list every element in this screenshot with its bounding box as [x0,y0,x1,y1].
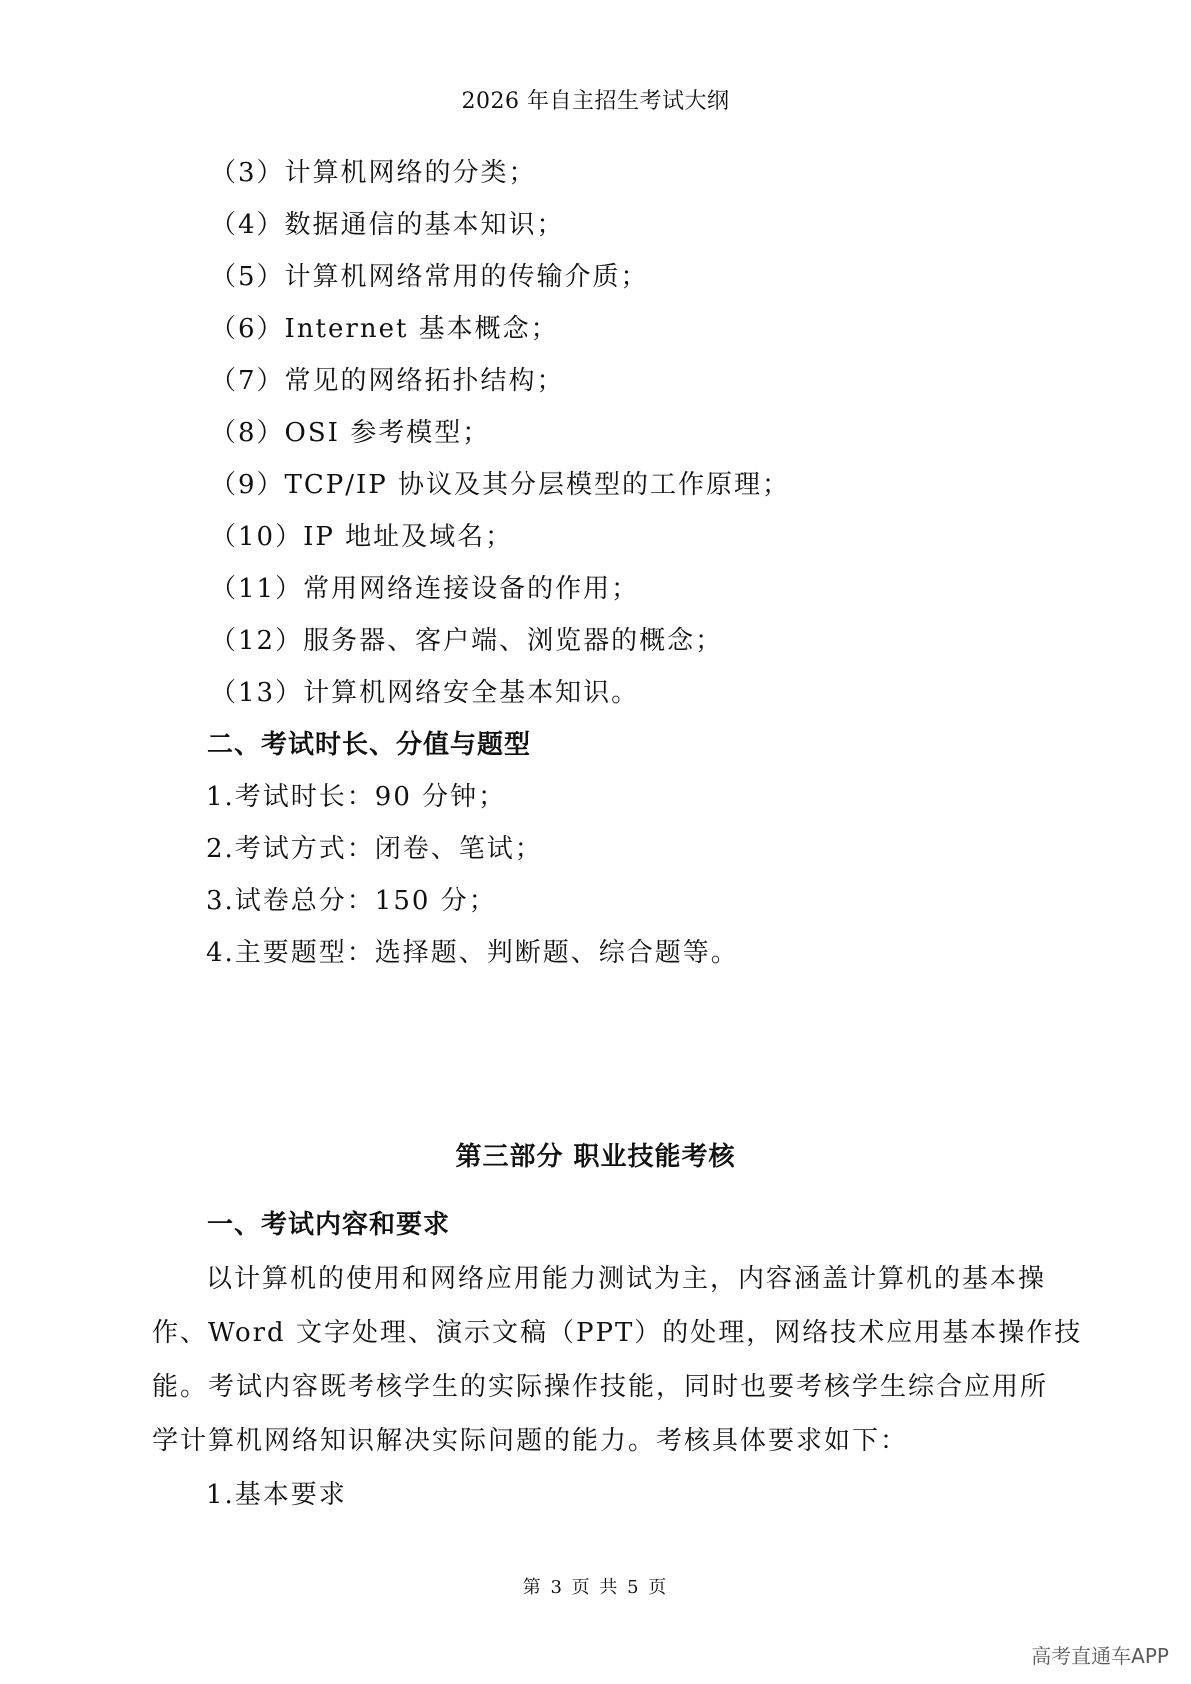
section-heading: 一、考试内容和要求 [207,1210,451,1240]
list-item: （11）常用网络连接设备的作用； [210,574,640,604]
paragraph-line: 作、Word 文字处理、演示文稿（PPT）的处理，网络技术应用基本操作技 [152,1318,1083,1348]
list-item: （3）计算机网络的分类； [210,158,537,188]
list-item: （7）常见的网络拓扑结构； [210,366,565,396]
page-number: 第 3 页 共 5 页 [522,1577,669,1598]
list-item: 1.考试时长：90 分钟； [206,782,507,812]
watermark: 高考直通车APP [1031,1644,1169,1668]
list-item: （10）IP 地址及域名； [210,522,514,552]
list-item: （12）服务器、客户端、浏览器的概念； [210,626,724,656]
list-item: （6）Internet 基本概念； [210,314,559,344]
list-item: （8）OSI 参考模型； [210,418,491,448]
list-item: 4.主要题型：选择题、判断题、综合题等。 [206,938,739,968]
page-header: 2026 年自主招生考试大纲 [461,89,730,114]
section-heading: 二、考试时长、分值与题型 [207,730,532,760]
paragraph-line: 能。考试内容既考核学生的实际操作技能，同时也要考核学生综合应用所 [152,1372,1049,1402]
list-item: （5）计算机网络常用的传输介质； [210,262,649,292]
list-item: （9）TCP/IP 协议及其分层模型的工作原理； [210,470,791,500]
paragraph-line: 以计算机的使用和网络应用能力测试为主，内容涵盖计算机的基本操 [206,1264,1047,1294]
list-item: 2.考试方式：闭卷、笔试； [206,834,543,864]
paragraph-line: 学计算机网络知识解决实际问题的能力。考核具体要求如下： [152,1426,909,1456]
list-item: （4）数据通信的基本知识； [210,210,565,240]
list-item: 3.试卷总分：150 分； [206,886,497,916]
subheading: 1.基本要求 [206,1480,347,1510]
list-item: （13）计算机网络安全基本知识。 [210,678,640,708]
part-title: 第三部分 职业技能考核 [455,1142,736,1172]
